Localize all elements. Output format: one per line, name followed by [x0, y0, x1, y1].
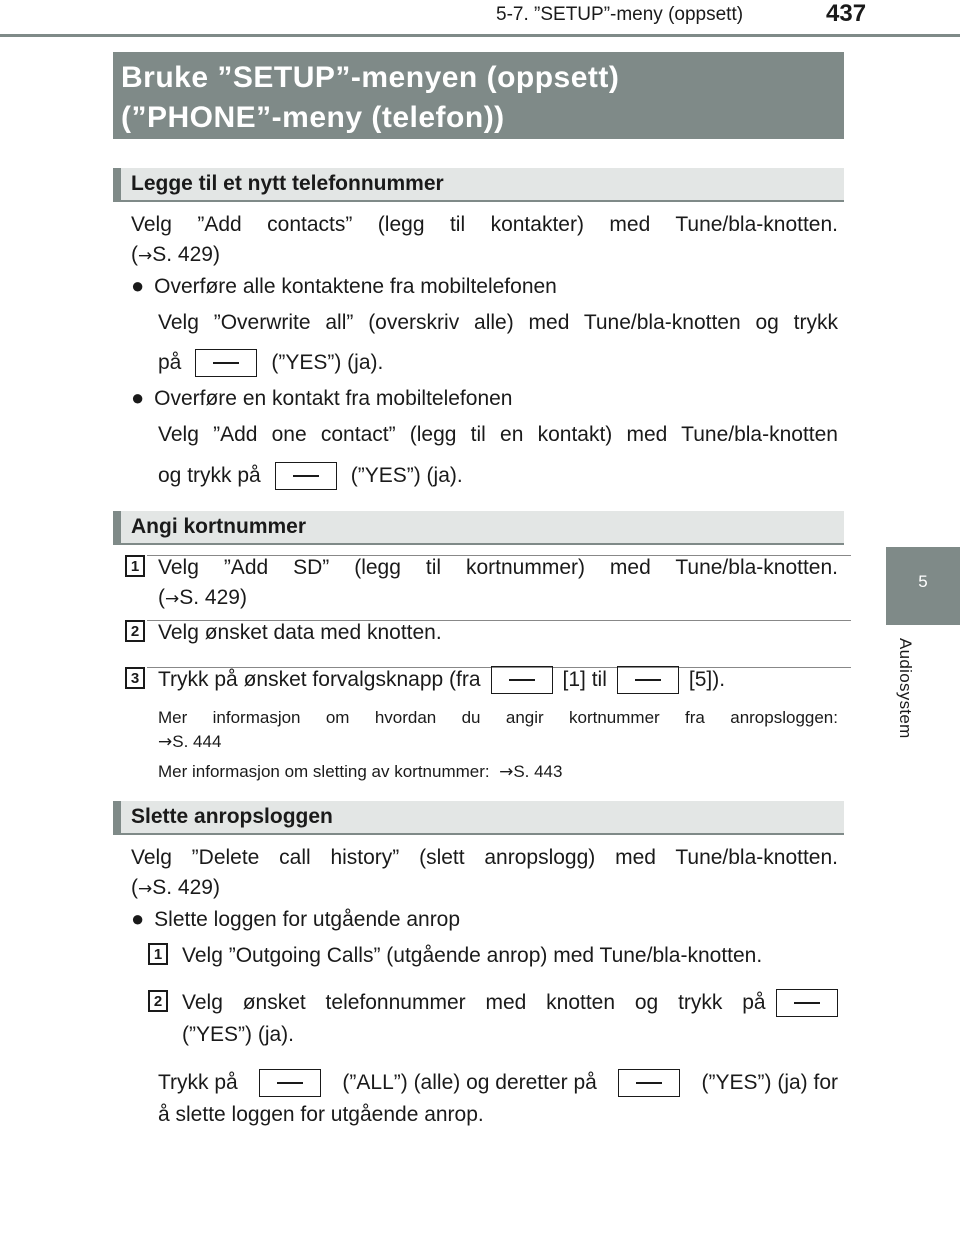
section3-intro: Velg ”Delete call history” (slett anropslogg) med Tune/bla-knotten. [131, 846, 838, 869]
section1-bullet-2-text: Velg ”Add one contact” (legg til en kontakt) med Tune/bla-knotten [158, 423, 838, 446]
section3-step-1: Velg ”Outgoing Calls” (utgående anrop) med Tune/bla-knotten. [182, 944, 763, 967]
chapter-label: Audiosystem [896, 638, 915, 739]
section3-bullet-1: ● Slette loggen for utgående anrop [131, 906, 461, 931]
note-speed-dial-from-log-ref: →S. 444 [158, 732, 222, 752]
note-speed-dial-from-log: Mer informasjon om hvordan du angir kortnummer fra anropsloggen: [158, 708, 838, 727]
step-number-1: 1 [125, 555, 145, 577]
section3-alt: Trykk på (”ALL”) (alle) og deretter på (”YES”) (ja) for [158, 1068, 838, 1098]
bullet-icon: ● [131, 906, 145, 931]
yes-button-icon [195, 349, 257, 377]
section2-step-2: Velg ønsket data med knotten. [158, 621, 442, 644]
section2-step-1: Velg ”Add SD” (legg til kortnummer) med Tune/bla-knotten. [158, 556, 838, 579]
chapter-number: 5 [918, 572, 928, 591]
section3-intro-ref: (→S. 429) [131, 876, 220, 899]
ref-arrow-icon: → [138, 246, 153, 266]
section-heading-delete-log: Slette anropsloggen [113, 801, 844, 835]
section1-bullet-2-line2: og trykk på (”YES”) (ja). [158, 461, 463, 491]
step-number-2: 2 [125, 620, 145, 642]
preset-button-5-icon [617, 666, 679, 694]
header-divider [0, 34, 960, 37]
yes-button-icon [618, 1069, 680, 1097]
section1-intro-ref: (→S. 429) [131, 243, 220, 266]
section1-intro: Velg ”Add contacts” (legg til kontakter) med Tune/bla-knotten. [131, 213, 838, 236]
page-title-line-1: Bruke ”SETUP”-menyen (oppsett) [121, 61, 620, 94]
section1-bullet-1-text: Velg ”Overwrite all” (overskriv alle) med Tune/bla-knotten og trykk [158, 311, 838, 334]
all-button-icon [259, 1069, 321, 1097]
ref-arrow-icon: → [499, 762, 514, 782]
bullet-icon: ● [131, 385, 145, 410]
step-number-1: 1 [148, 943, 168, 965]
ref-arrow-icon: → [165, 589, 180, 609]
section2-step-1-ref: (→S. 429) [158, 586, 247, 609]
step-number-2: 2 [148, 990, 168, 1012]
yes-button-icon [275, 462, 337, 490]
section3-step-2-line2: (”YES”) (ja). [182, 1023, 294, 1046]
page-number: 437 [826, 0, 867, 27]
section1-bullet-1: ● Overføre alle kontaktene fra mobiltelefonen [131, 273, 557, 298]
page-title-line-2: (”PHONE”-meny (telefon)) [121, 101, 505, 134]
yes-button-icon [776, 989, 838, 1017]
section2-step-3: Trykk på ønsket forvalgsknapp (fra [1] til [5]). [158, 665, 725, 695]
section1-bullet-1-line2: på (”YES”) (ja). [158, 348, 383, 378]
page-title [113, 52, 844, 139]
ref-arrow-icon: → [158, 732, 173, 752]
preset-button-1-icon [491, 666, 553, 694]
section3-alt-line2: å slette loggen for utgående anrop. [158, 1103, 484, 1126]
section-heading-speed-dial: Angi kortnummer [113, 511, 844, 545]
section1-bullet-2: ● Overføre en kontakt fra mobiltelefonen [131, 385, 513, 410]
section-header: 5-7. ”SETUP”-meny (oppsett) [496, 4, 744, 25]
step-number-3: 3 [125, 667, 145, 689]
ref-arrow-icon: → [138, 879, 153, 899]
section3-step-2: Velg ønsket telefonnummer med knotten og trykk på [182, 988, 838, 1018]
section-heading-add-number: Legge til et nytt telefonnummer [113, 168, 844, 202]
bullet-icon: ● [131, 273, 145, 298]
note-delete-speed-dial: Mer informasjon om sletting av kortnummer: →S. 443 [158, 762, 563, 782]
